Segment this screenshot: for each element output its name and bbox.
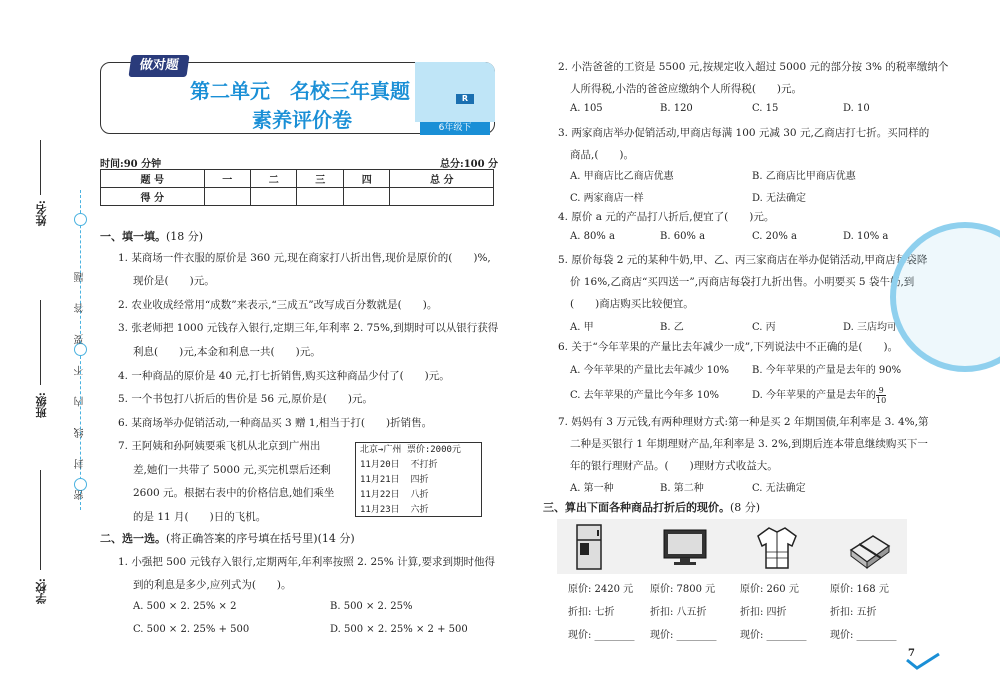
product-price: 原价: 168 元 [830, 584, 889, 595]
refrigerator-icon [565, 522, 615, 572]
q-line: 5. 原价每袋 2 元的某种牛奶,甲、乙、丙三家商店在举办促销活动,甲商店每袋降 [558, 254, 928, 266]
option: D. 无法确定 [752, 193, 807, 204]
television-icon [660, 522, 710, 572]
option: D. 10% a [843, 231, 889, 242]
option: A. 甲商店比乙商店优惠 [570, 171, 674, 182]
q-line: 1. 某商场一件衣服的原价是 360 元,现在商家打八折出售,现价是原价的( )%, [118, 252, 491, 264]
option: B. 60% a [660, 231, 706, 242]
product-discount: 折扣: 七折 [568, 607, 615, 618]
banner-tab: 做对题 [128, 55, 189, 77]
option: C. 丙 [752, 322, 776, 333]
q-line: 到的利息是多少,应列式为( )。 [133, 579, 292, 591]
gift-box-icon [845, 522, 895, 572]
score-table [100, 169, 494, 206]
section1-title [100, 228, 203, 244]
product-price: 原价: 260 元 [740, 584, 799, 595]
option: B. 500 × 2. 25% [330, 601, 413, 612]
q-line: 7. 王阿姨和孙阿姨要乘飞机从北京到广州出 [118, 440, 321, 452]
q-line: 商品,( )。 [570, 149, 635, 161]
class-line [40, 300, 41, 385]
grade-badge: 6年级下 [420, 122, 490, 135]
section3-title [543, 499, 760, 515]
fraction-numerator: 9 [876, 386, 886, 396]
q-line: 3. 张老师把 1000 元钱存入银行,定期三年,年利率 2. 75%,到期时可以从银行获得 [118, 322, 499, 334]
price-row: 11月20日 不打折 [360, 460, 438, 470]
q-line: 7. 妈妈有 3 万元钱,有两种理财方式:第一种是买 2 年期国债,年利率是 3. 4%,第 [558, 416, 929, 428]
q-line: 2. 小浩爸爸的工资是 5500 元,按规定收入超过 5000 元的部分按 3% 的税率缴纳个 [558, 61, 949, 73]
score-cell[interactable] [390, 188, 494, 206]
binding-margin [0, 0, 100, 695]
q-line: 6. 关于“今年苹果的产量比去年减少一成”,下列说法中不正确的是( )。 [558, 341, 899, 353]
price-row: 11月22日 八折 [360, 490, 429, 500]
option: D. 500 × 2. 25% × 2 + 500 [330, 624, 468, 635]
product-now-price[interactable]: 现价: ________ [830, 630, 897, 641]
option-d-text: D. 今年苹果的产量是去年的 [752, 390, 877, 401]
option: C. 15 [752, 103, 779, 114]
total-label: 总分:100 分 [440, 159, 499, 170]
option: A. 第一种 [570, 483, 614, 494]
section1-heading: 一、填一填。 [100, 230, 166, 243]
q-line: 二种是买银行 1 年期理财产品,年利率是 3. 2%,到期后连本带息继续购买下一 [570, 438, 928, 450]
score-cell[interactable] [343, 188, 389, 206]
section3-heading: 三、算出下面各种商品打折后的现价。 [543, 501, 730, 514]
school-line [40, 470, 41, 570]
product-price: 原价: 2420 元 [568, 584, 634, 595]
flight-price-table [355, 442, 482, 517]
section1-points: (18 分) [166, 230, 204, 243]
product-now-price[interactable]: 现价: ________ [568, 630, 635, 641]
q-line: 的是 11 月( )日的飞机。 [133, 511, 267, 523]
option: A. 今年苹果的产量比去年减少 10% [570, 365, 729, 376]
option: D. 三店均可 [843, 322, 898, 333]
stamp-circle [890, 222, 1000, 372]
score-header: 三 [297, 170, 343, 188]
page-title: 第二单元 名校三年真题 [190, 79, 410, 103]
option: A. 80% a [570, 231, 615, 242]
product-now-price[interactable]: 现价: ________ [650, 630, 717, 641]
section2-heading: 二、选一选。 [100, 532, 166, 545]
class-label: 班级: [35, 392, 48, 419]
option: C. 20% a [752, 231, 798, 242]
jacket-icon [752, 522, 802, 572]
option: B. 120 [660, 103, 693, 114]
score-header: 总 分 [390, 170, 494, 188]
q-line: 2. 农业收成经常用“成数”来表示,“三成五”改写成百分数就是( )。 [118, 299, 438, 311]
q-line: 人所得税,小浩的爸爸应缴纳个人所得税( )元。 [570, 83, 803, 95]
option: B. 乙 [660, 322, 684, 333]
edition-badge: R [456, 94, 474, 104]
school-label: 学校: [35, 578, 48, 605]
q-line: 4. 一种商品的原价是 40 元,打七折销售,购买这种商品少付了( )元。 [118, 370, 450, 382]
q-line: 价 16%,乙商店“买四送一”,丙商店每袋打九折出售。小明要买 5 袋牛奶,到 [570, 276, 915, 288]
price-row: 11月23日 六折 [360, 505, 429, 515]
q-line: 6. 某商场举办促销活动,一种商品买 3 赠 1,相当于打( )折销售。 [118, 417, 433, 429]
option: B. 乙商店比甲商店优惠 [752, 171, 856, 182]
q-line: 利息( )元,本金和利息一共( )元。 [133, 346, 321, 358]
option: A. 500 × 2. 25% × 2 [133, 601, 237, 612]
q-line: 1. 小强把 500 元钱存入银行,定期两年,年利率按照 2. 25% 计算,要求到期时他得 [118, 556, 495, 568]
q-line: 年的银行理财产品。( )理财方式收益大。 [570, 460, 778, 472]
product-price: 原价: 7800 元 [650, 584, 716, 595]
product-discount: 折扣: 五折 [830, 607, 877, 618]
page-number: 7 [908, 648, 915, 659]
price-row: 11月21日 四折 [360, 475, 429, 485]
score-row-label: 得 分 [101, 188, 205, 206]
score-cell[interactable] [250, 188, 296, 206]
page-subtitle: 素养评价卷 [252, 108, 352, 132]
q-line: 差,她们一共带了 5000 元,买完机票后还剩 [133, 464, 331, 476]
option: D. 10 [843, 103, 870, 114]
option: B. 今年苹果的产量是去年的 90% [752, 365, 902, 376]
score-header: 二 [250, 170, 296, 188]
option: C. 去年苹果的产量比今年多 10% [570, 390, 720, 401]
time-label: 时间:90 分钟 [100, 159, 162, 170]
score-header: 一 [204, 170, 250, 188]
name-line [40, 140, 41, 195]
name-label: 姓名: [35, 200, 48, 227]
q-line: 2600 元。根据右表中的价格信息,她们乘坐 [133, 487, 335, 499]
checkmark-icon [905, 652, 941, 670]
product-now-price[interactable]: 现价: ________ [740, 630, 807, 641]
fraction-denominator: 10 [876, 396, 887, 405]
section2-title [100, 530, 355, 546]
option: A. 甲 [570, 322, 594, 333]
score-header: 题 号 [101, 170, 205, 188]
q-line: 现价是( )元。 [133, 275, 215, 287]
fraction [876, 386, 886, 405]
q-line: 5. 一个书包打八折后的售价是 56 元,原价是( )元。 [118, 393, 373, 405]
option: C. 500 × 2. 25% + 500 [133, 624, 250, 635]
banner-corner [415, 62, 495, 122]
section3-points: (8 分) [730, 501, 761, 514]
product-discount: 折扣: 四折 [740, 607, 787, 618]
score-cell[interactable] [204, 188, 250, 206]
option: B. 第二种 [660, 483, 704, 494]
section2-note: (将正确答案的序号填在括号里)(14 分) [166, 532, 355, 545]
option [752, 386, 886, 405]
q-line: ( )商店购买比较便宜。 [570, 298, 694, 310]
option: C. 无法确定 [752, 483, 806, 494]
seal-text: 密 封 线 内 不 要 答 题 [75, 262, 86, 500]
score-header: 四 [343, 170, 389, 188]
score-cell[interactable] [297, 188, 343, 206]
option: A. 105 [570, 103, 603, 114]
option: C. 两家商店一样 [570, 193, 644, 204]
price-row: 北京→广州 票价:2000元 [360, 445, 461, 455]
product-discount: 折扣: 八五折 [650, 607, 707, 618]
q-line: 3. 两家商店举办促销活动,甲商店每满 100 元减 30 元,乙商店打七折。买同样的 [558, 127, 930, 139]
q-line: 4. 原价 a 元的产品打八折后,便宜了( )元。 [558, 211, 775, 223]
